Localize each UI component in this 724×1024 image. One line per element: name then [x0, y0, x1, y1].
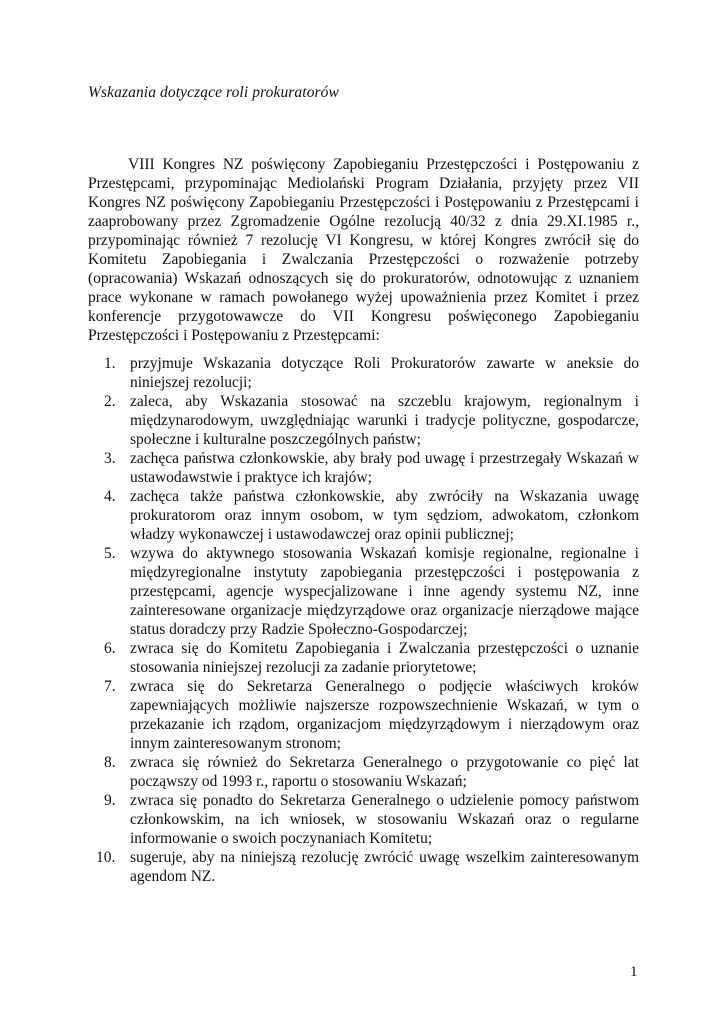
list-item-text: zachęca także państwa członkowskie, aby zwróciły na Wskazania uwagę prokuratorom oraz innym osobom, w tym sędziom, adwokatom, członkom władzy wykonawczej i ustawodawczej oraz opinii publicznej; — [130, 488, 639, 543]
list-item-text: wzywa do aktywnego stosowania Wskazań komisje regionalne, regionalne i międzyregionalne instytuty zapobiegania przestępczości i postępowania z przestępcami, agencje wyspecjalizowane i inne agendy systemu NZ, inne zainteresowane organizacje międzyrządowe oraz organizacje nierządowe mające status doradczy przy Radzie Społeczno-Gospodarczej; — [130, 545, 639, 638]
list-item-text: przyjmuje Wskazania dotyczące Roli Prokuratorów zawarte w aneksie do niniejszej rezolucji; — [130, 355, 639, 391]
list-item — [88, 791, 639, 848]
list-item — [88, 677, 639, 753]
list-item-number: 6. — [104, 640, 116, 657]
list-item — [88, 639, 639, 677]
list-item-text: zwraca się również do Sekretarza Generalnego o przygotowanie co pięć lat począwszy od 1993 r., raportu o stosowaniu Wskazań; — [130, 754, 639, 790]
list-item-number: 8. — [104, 754, 116, 771]
list-item-number: 2. — [104, 393, 116, 410]
list-item — [88, 544, 639, 639]
list-item — [88, 848, 639, 886]
intro-paragraph: VIII Kongres NZ poświęcony Zapobieganiu Przestępczości i Postępowaniu z Przestępcami, przypominając Mediolański Program Działania, przyjęty przez VII Kongres NZ poświęcony Zapobieganiu Przestępczości i Postępowaniu z Przestępcami i zaaprobowany przez Zgromadzenie Ogólne rezolucją 40/32 z dnia 29.XI.1985 r., przypominając również 7 rezolucję VI Kongresu, w której Kongres zwrócił się do Komitetu Zapobiegania i Zwalczania Przestępczości o rozważenie potrzeby (opracowania) Wskazań odnoszących się do prokuratorów, odnotowując z uznaniem prace wykonane w ramach powołanego wyżej upoważnienia przez Komitet i przez konferencje przygotowawcze do VII Kongresu poświęconego Zapobieganiu Przestępczości i Postępowaniu z Przestępcami: — [88, 156, 639, 344]
list-item-text: zwraca się ponadto do Sekretarza Generalnego o udzielenie pomocy państwom członkowskim, na ich wniosek, w stosowaniu Wskazań oraz o regularne informowanie o swoich poczynaniach Komitetu; — [130, 792, 639, 847]
list-item-number: 3. — [104, 450, 116, 467]
list-item — [88, 449, 639, 487]
list-item-text: zaleca, aby Wskazania stosować na szczeblu krajowym, regionalnym i międzynarodowym, uwzględniając warunki i tradycje polityczne, gospodarcze, społeczne i kulturalne poszczególnych państw; — [130, 393, 639, 448]
list-item — [88, 753, 639, 791]
list-item — [88, 392, 639, 449]
list-item-number: 4. — [104, 488, 116, 505]
list-item — [88, 487, 639, 544]
list-item-number: 7. — [104, 678, 116, 695]
list-item-text: zachęca państwa członkowskie, aby brały pod uwagę i przestrzegały Wskazań w ustawodawstwie i praktyce ich krajów; — [130, 450, 639, 486]
document-title: Wskazania dotyczące roli prokuratorów — [88, 84, 339, 101]
list-item-number: 10. — [96, 849, 116, 866]
list-item-number: 9. — [104, 792, 116, 809]
list-item — [88, 354, 639, 392]
resolution-list — [88, 354, 639, 886]
list-item-text: sugeruje, aby na niniejszą rezolucję zwrócić uwagę wszelkim zainteresowanym agendom NZ. — [130, 849, 639, 885]
list-item-number: 1. — [104, 355, 116, 372]
list-item-number: 5. — [104, 545, 116, 562]
list-item-text: zwraca się do Sekretarza Generalnego o podjęcie właściwych kroków zapewniających możliwie najszersze rozpowszechnienie Wskazań, w tym o przekazanie ich rządom, organizacjom międzyrządowym i nierządowym oraz innym zainteresowanym stronom; — [130, 678, 639, 752]
page-number: 1 — [630, 964, 638, 980]
list-item-text: zwraca się do Komitetu Zapobiegania i Zwalczania przestępczości o uznanie stosowania niniejszej rezolucji za zadanie priorytetowe; — [130, 640, 639, 676]
